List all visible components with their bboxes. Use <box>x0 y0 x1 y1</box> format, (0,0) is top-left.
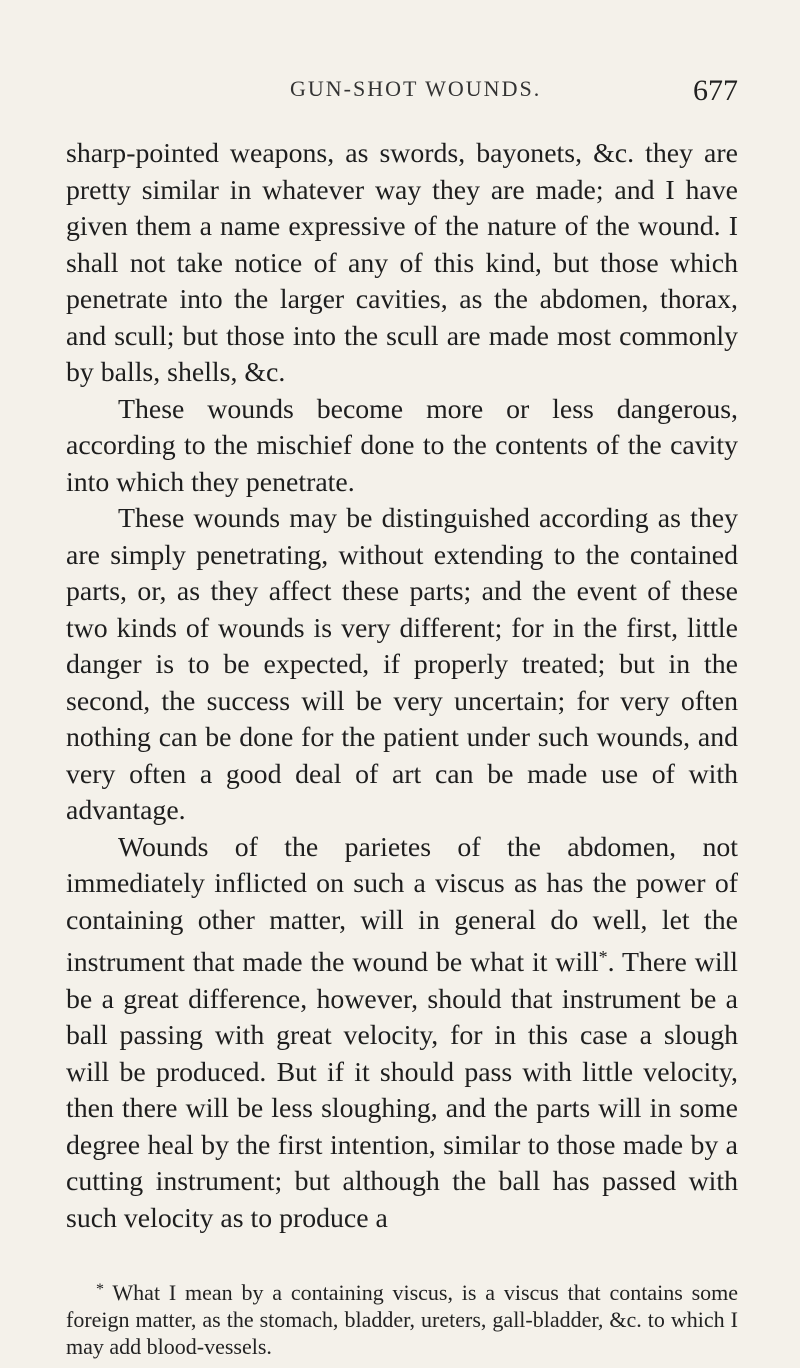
paragraph-4-text-end: . There will be a great difference, however, should that instrument be a ball passing with great velocity, for in this case a slough will be produced. But if it should pass with little velocity, then there will be less sloughing, and the parts will in some degree heal by the first intention, similar to those made by a cutting instrument; but although the ball has passed with such velocity as to produce a <box>66 947 738 1234</box>
paragraph-1: sharp-pointed weapons, as swords, bayonets, &c. they are pretty similar in whatever way they are made; and I have given them a name expressive of the nature of the wound. I shall not take notice of any of this kind, but those which penetrate into the larger cavities, as the abdomen, thorax, and scull; but those into the scull are made most commonly by balls, shells, &c. <box>66 138 738 388</box>
footnote-mark: * <box>96 1281 104 1298</box>
body-text <box>66 136 738 1237</box>
page-header <box>290 76 738 110</box>
paragraph-4 <box>66 830 738 1238</box>
paragraph-3: These wounds may be distinguished according as they are simply penetrating, without extending to the contained parts, or, as they affect these parts; and the event of these two kinds of wounds is very different; for in the first, little danger is to be expected, if properly treated; but in the second, the success will be very uncertain; for very often nothing can be done for the patient under such wounds, and very often a good deal of art can be made use of with advantage. <box>66 503 738 826</box>
footnote-reference-mark: * <box>598 947 608 967</box>
footnote-text: What I mean by a containing viscus, is a viscus that contains some foreign matter, as the stomach, bladder, ureters, gall-bladder, &c. to which I may add blood-vessels. <box>66 1280 739 1359</box>
footnote <box>66 1276 738 1360</box>
page-number: 677 <box>693 74 738 107</box>
paragraph-4-text-start: Wounds of the parietes of the abdomen, not immediately inflicted on such a viscus as has the power of containing other matter, will in general do well, let the instrument that made the wound be what it will <box>66 831 738 978</box>
running-head: GUN-SHOT WOUNDS. <box>290 76 542 101</box>
paragraph-2: These wounds become more or less dangerous, according to the mischief done to the contents of the cavity into which they penetrate. <box>66 393 738 498</box>
